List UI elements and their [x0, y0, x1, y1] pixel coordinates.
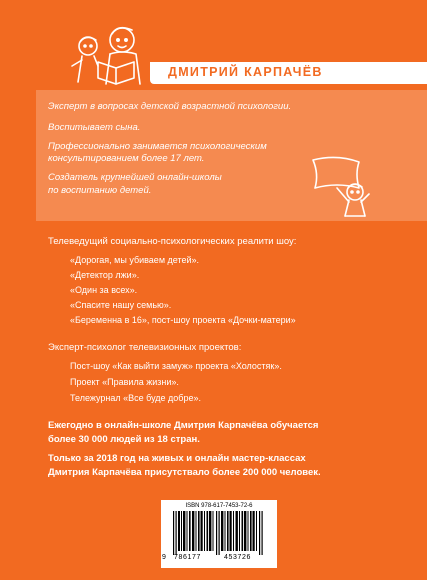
bio-line: Профессионально занимается психологическим — [48, 141, 267, 152]
list-item: «Дорогая, мы убиваем детей». — [70, 255, 200, 265]
child-with-pillow-icon — [305, 150, 380, 225]
list-item: Проект «Правила жизни». — [70, 377, 179, 387]
author-name-bar — [160, 62, 427, 84]
list-item: Тележурнал «Все буде добре». — [70, 393, 201, 403]
bio-line: Создатель крупнейшей онлайн-школы — [48, 172, 222, 183]
list-item: «Спасите нашу семью». — [70, 300, 172, 310]
list-item: «Детектор лжи». — [70, 270, 140, 280]
bio-line: Эксперт в вопросах детской возрастной психологии. — [48, 101, 292, 112]
stats-line: более 30 000 людей из 18 стран. — [48, 434, 200, 445]
bio-line: консультированием более 17 лет. — [48, 153, 205, 164]
tv-host-heading: Телеведущий социально-психологических реалити шоу: — [48, 236, 297, 247]
bio-line: Воспитывает сына. — [48, 122, 141, 133]
list-item: Пост-шоу «Как выйти замуж» проекта «Холостяк». — [70, 361, 282, 371]
stats-line: Ежегодно в онлайн-школе Дмитрия Карпачёва обучается — [48, 420, 319, 431]
list-item: «Беременна в 16», пост-шоу проекта «Дочки-матери» — [70, 315, 296, 325]
barcode-digit-first: 9 — [162, 554, 166, 561]
parent-child-reading-icon — [60, 20, 160, 90]
tv-expert-heading: Эксперт-психолог телевизионных проектов: — [48, 342, 242, 353]
barcode-bars-icon — [167, 511, 271, 555]
author-name: ДМИТРИЙ КАРПАЧЁВ — [168, 65, 323, 79]
barcode — [161, 500, 277, 568]
barcode-digits-left: 786177 — [174, 554, 201, 561]
isbn-text: ISBN 978-617-7453-72-6 — [185, 503, 253, 509]
barcode-digits-right: 453726 — [224, 554, 251, 561]
list-item: «Один за всех». — [70, 285, 138, 295]
bio-line: по воспитанию детей. — [48, 185, 152, 196]
stats-line: Только за 2018 год на живых и онлайн мастер-классах — [48, 453, 306, 464]
stats-line: Дмитрия Карпачёва присутствало более 200 000 человек. — [48, 467, 321, 478]
